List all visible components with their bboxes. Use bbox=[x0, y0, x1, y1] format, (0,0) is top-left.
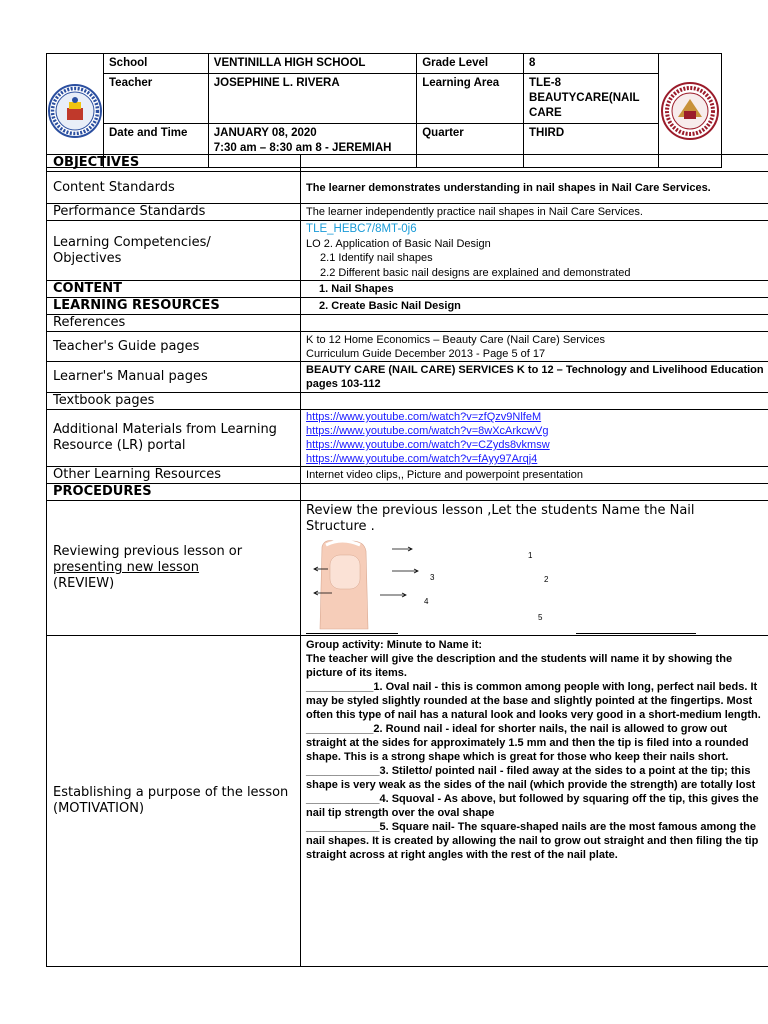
other-resources-label: Other Learning Resources bbox=[47, 467, 301, 484]
grade-label: Grade Level bbox=[417, 54, 524, 74]
textbook-empty bbox=[301, 393, 768, 410]
review-label-line-3: (REVIEW) bbox=[53, 576, 115, 591]
competencies-value bbox=[301, 221, 768, 281]
school-value: VENTINILLA HIGH SCHOOL bbox=[208, 54, 416, 74]
nail-baseline bbox=[306, 633, 398, 634]
nail-diagram bbox=[306, 539, 746, 635]
area-value-line-2: CARE bbox=[529, 107, 562, 119]
grade-value: 8 bbox=[524, 54, 659, 74]
additional-label-line-2: Resource (LR) portal bbox=[53, 438, 186, 453]
youtube-link-3[interactable]: https://www.youtube.com/watch?v=CZyds8vkmsw bbox=[306, 439, 550, 451]
youtube-link-4[interactable]: https://www.youtube.com/watch?v=fAyy97Arqj4 bbox=[306, 453, 538, 465]
teachers-guide-value bbox=[301, 332, 768, 362]
nail-structure-illustration bbox=[306, 539, 566, 635]
competency-item-1: 2.1 Identify nail shapes bbox=[320, 252, 433, 264]
content-standards-value: The learner demonstrates understanding in nail shapes in Nail Care Services. bbox=[301, 172, 768, 204]
content-value: 1. Nail Shapes bbox=[301, 281, 768, 298]
content-heading: CONTENT bbox=[47, 281, 301, 298]
nail-number-1: 1 bbox=[528, 551, 533, 560]
date-label: Date and Time bbox=[104, 124, 209, 168]
youtube-link-2[interactable]: https://www.youtube.com/watch?v=8wXcArkcwVg bbox=[306, 425, 549, 437]
content-standards-label: Content Standards bbox=[47, 172, 301, 204]
review-label bbox=[47, 501, 301, 636]
objectives-heading: OBJECTIVES bbox=[47, 155, 301, 172]
learners-manual-label: Learner's Manual pages bbox=[47, 362, 301, 393]
procedures-empty bbox=[301, 484, 768, 501]
references-label: References bbox=[47, 315, 301, 332]
teachers-guide-line-2: Curriculum Guide December 2013 - Page 5 of 17 bbox=[306, 347, 546, 360]
teacher-label: Teacher bbox=[104, 74, 209, 124]
learners-manual-value: BEAUTY CARE (NAIL CARE) SERVICES K to 12 – Technology and Livelihood Education pages 103-112 bbox=[301, 362, 768, 393]
date-value-line-2: 7:30 am – 8:30 am 8 - JEREMIAH bbox=[213, 142, 392, 154]
motivation-line-0: Group activity: Minute to Name it: bbox=[306, 639, 483, 651]
motivation-line-1: The teacher will give the description and the students will name it by showing the picture of its items. bbox=[306, 653, 733, 679]
nail-number-4: 4 bbox=[424, 597, 429, 606]
performance-standards-value: The learner independently practice nail shapes in Nail Care Services. bbox=[301, 204, 768, 221]
additional-materials-label bbox=[47, 410, 301, 467]
motivation-value bbox=[301, 636, 768, 967]
review-label-line-1: Reviewing previous lesson or bbox=[53, 544, 243, 559]
nail-number-3: 3 bbox=[430, 573, 435, 582]
motivation-line-2: ___________1. Oval nail - this is common among people with long, perfect nail beds. It may be styled slightly rounded at the base and slightly pointed at the fingertips. Most often this type of nail has a natural look and looks very good in a short-medium length. bbox=[306, 681, 761, 721]
motivation-line-6: ____________5. Square nail- The square-shaped nails are the most famous among the nail shapes. It is created by allowing the nail to grow out straight and then filing the tip straight across at right angles with the rest of the nail plate. bbox=[306, 821, 759, 861]
header-table bbox=[46, 53, 722, 168]
motivation-line-5: ____________4. Squoval - As above, but followed by squaring off the tip, this gives the nail tip strength over the oval shape bbox=[306, 793, 759, 819]
other-resources-value: Internet video clips,, Picture and powerpoint presentation bbox=[301, 467, 768, 484]
motivation-line-3: ___________2. Round nail - ideal for shorter nails, the nail is allowed to grow out straight at the sides for approximately 1.5 mm and then the tip is filed into a rounded shape. This is a strong shape which is great for those who keep their nails short. bbox=[306, 723, 749, 763]
school-seal-cell bbox=[658, 54, 721, 168]
teachers-guide-line-1: K to 12 Home Economics – Beauty Care (Nail Care) Services bbox=[306, 333, 605, 346]
competency-lo: LO 2. Application of Basic Nail Design bbox=[306, 237, 491, 250]
nail-number-5: 5 bbox=[538, 613, 543, 622]
textbook-label: Textbook pages bbox=[47, 393, 301, 410]
motivation-line-4: ____________3. Stiletto/ pointed nail - filed away at the sides to a point at the tip; this shape is very weak as the sides of the nail (which provide the strength) are totally lost bbox=[306, 765, 756, 791]
teachers-guide-label: Teacher's Guide pages bbox=[47, 332, 301, 362]
deped-seal-cell bbox=[47, 54, 104, 168]
quarter-value: THIRD bbox=[524, 124, 659, 168]
competency-item-2: 2.2 Different basic nail designs are explained and demonstrated bbox=[320, 266, 631, 279]
competencies-label-line-1: Learning Competencies/ bbox=[53, 234, 211, 250]
competencies-label bbox=[47, 221, 301, 281]
review-value bbox=[301, 501, 768, 636]
review-instruction: Review the previous lesson ,Let the students Name the Nail Structure . bbox=[306, 503, 695, 534]
deped-seal-icon bbox=[47, 82, 103, 140]
lesson-plan-table bbox=[46, 154, 768, 967]
additional-label-line-1: Additional Materials from Learning bbox=[53, 422, 277, 437]
nail-baseline-right bbox=[576, 633, 696, 634]
area-label: Learning Area bbox=[417, 74, 524, 124]
date-value-line-1: JANUARY 08, 2020 bbox=[213, 127, 317, 139]
youtube-link-1[interactable]: https://www.youtube.com/watch?v=zfQzv9NlfeM bbox=[306, 411, 542, 423]
learning-resources-value: 2. Create Basic Nail Design bbox=[301, 298, 768, 315]
review-label-line-2: presenting new lesson bbox=[53, 560, 200, 575]
additional-materials-links bbox=[301, 410, 768, 467]
school-seal-icon bbox=[660, 81, 720, 141]
teacher-value: JOSEPHINE L. RIVERA bbox=[208, 74, 416, 124]
nail-number-2: 2 bbox=[544, 575, 549, 584]
performance-standards-label: Performance Standards bbox=[47, 204, 301, 221]
motivation-label-line-1: Establishing a purpose of the lesson bbox=[53, 785, 289, 800]
competencies-label-line-2: Objectives bbox=[53, 250, 122, 266]
motivation-label bbox=[47, 636, 301, 967]
references-empty bbox=[301, 315, 768, 332]
procedures-heading: PROCEDURES bbox=[47, 484, 301, 501]
area-value-line-1: TLE-8 BEAUTYCARE(NAIL bbox=[529, 77, 640, 104]
school-label: School bbox=[104, 54, 209, 74]
learning-resources-heading: LEARNING RESOURCES bbox=[47, 298, 301, 315]
area-value bbox=[524, 74, 659, 124]
quarter-label: Quarter bbox=[417, 124, 524, 168]
motivation-label-line-2: (MOTIVATION) bbox=[53, 801, 145, 816]
competency-code: TLE_HEBC7/8MT-0j6 bbox=[306, 223, 417, 235]
objectives-empty bbox=[301, 155, 768, 172]
